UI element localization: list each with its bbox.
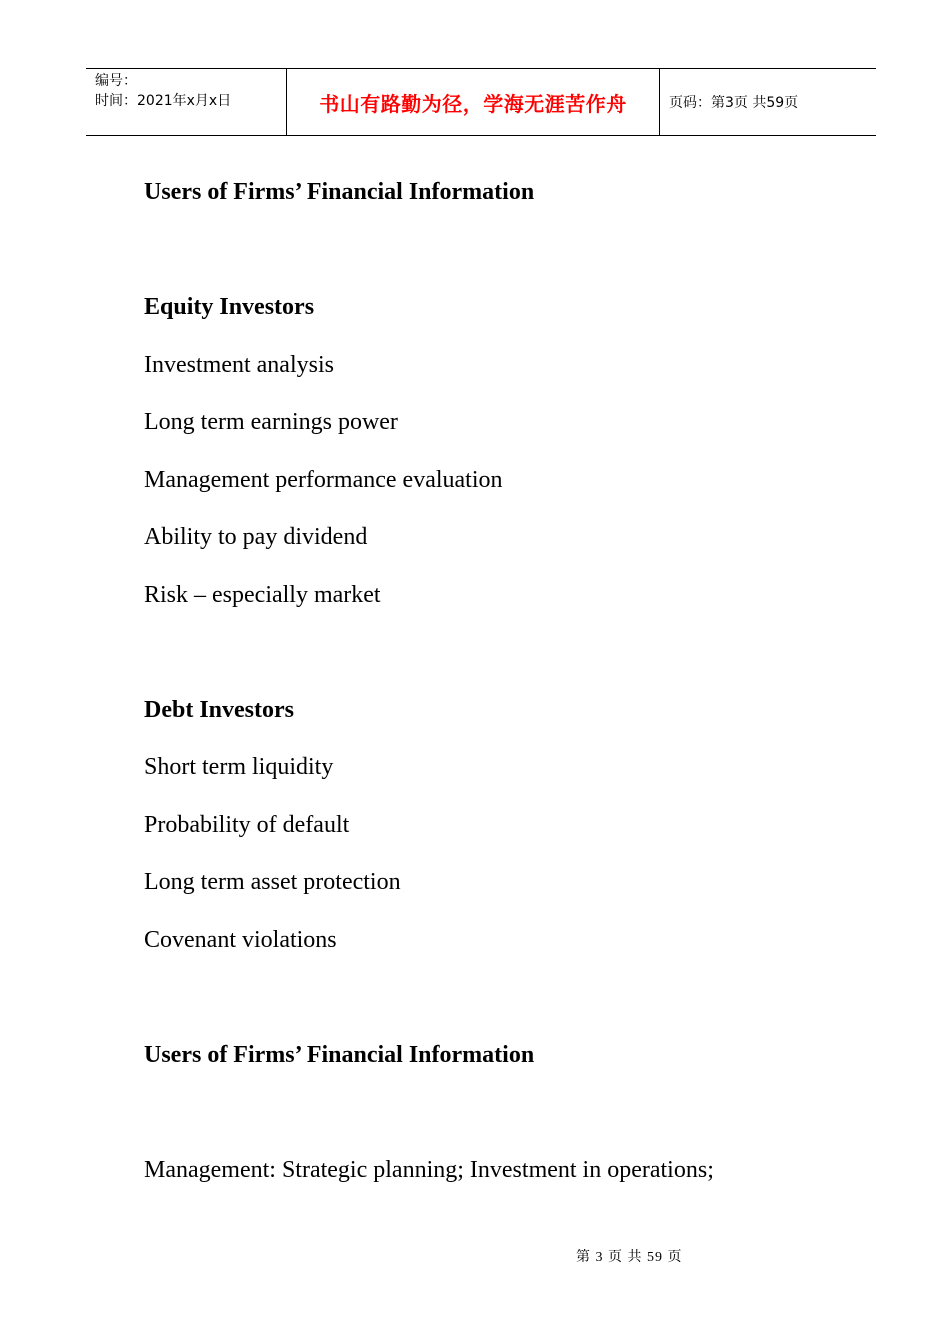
header-meta <box>86 69 287 135</box>
list-item: Investment analysis <box>144 351 334 378</box>
page-footer: 第 3 页 共 59 页 <box>576 1250 683 1265</box>
page-header <box>86 68 876 136</box>
list-item: Management performance evaluation <box>144 466 503 493</box>
header-number-label: 编号： <box>95 73 137 89</box>
blank-line <box>144 978 864 1036</box>
list-item: Probability of default <box>144 811 350 838</box>
blank-line <box>144 1093 864 1151</box>
list-item: Short term liquidity <box>144 754 334 780</box>
subsection-heading: Equity Investors <box>144 294 315 320</box>
list-item: Risk – especially market <box>144 581 381 608</box>
body-text: Management: Strategic planning; Investment in operations; <box>144 1156 714 1183</box>
document-body <box>144 173 864 1208</box>
list-item: Long term asset protection <box>144 869 401 895</box>
list-item: Ability to pay dividend <box>144 524 368 550</box>
header-motto: 书山有路勤为径，学海无涯苦作舟 <box>287 69 660 135</box>
header-time-label: 时间：2021年x月x日 <box>95 93 232 109</box>
list-item: Covenant violations <box>144 926 337 953</box>
list-item: Long term earnings power <box>144 409 398 435</box>
blank-line <box>144 633 864 691</box>
header-page-info: 页码：第3页 共59页 <box>669 95 799 111</box>
subsection-heading: Debt Investors <box>144 696 294 723</box>
section-heading: Users of Firms’ Financial Information <box>144 1041 535 1068</box>
section-heading: Users of Firms’ Financial Information <box>144 179 535 205</box>
blank-line <box>144 231 864 289</box>
